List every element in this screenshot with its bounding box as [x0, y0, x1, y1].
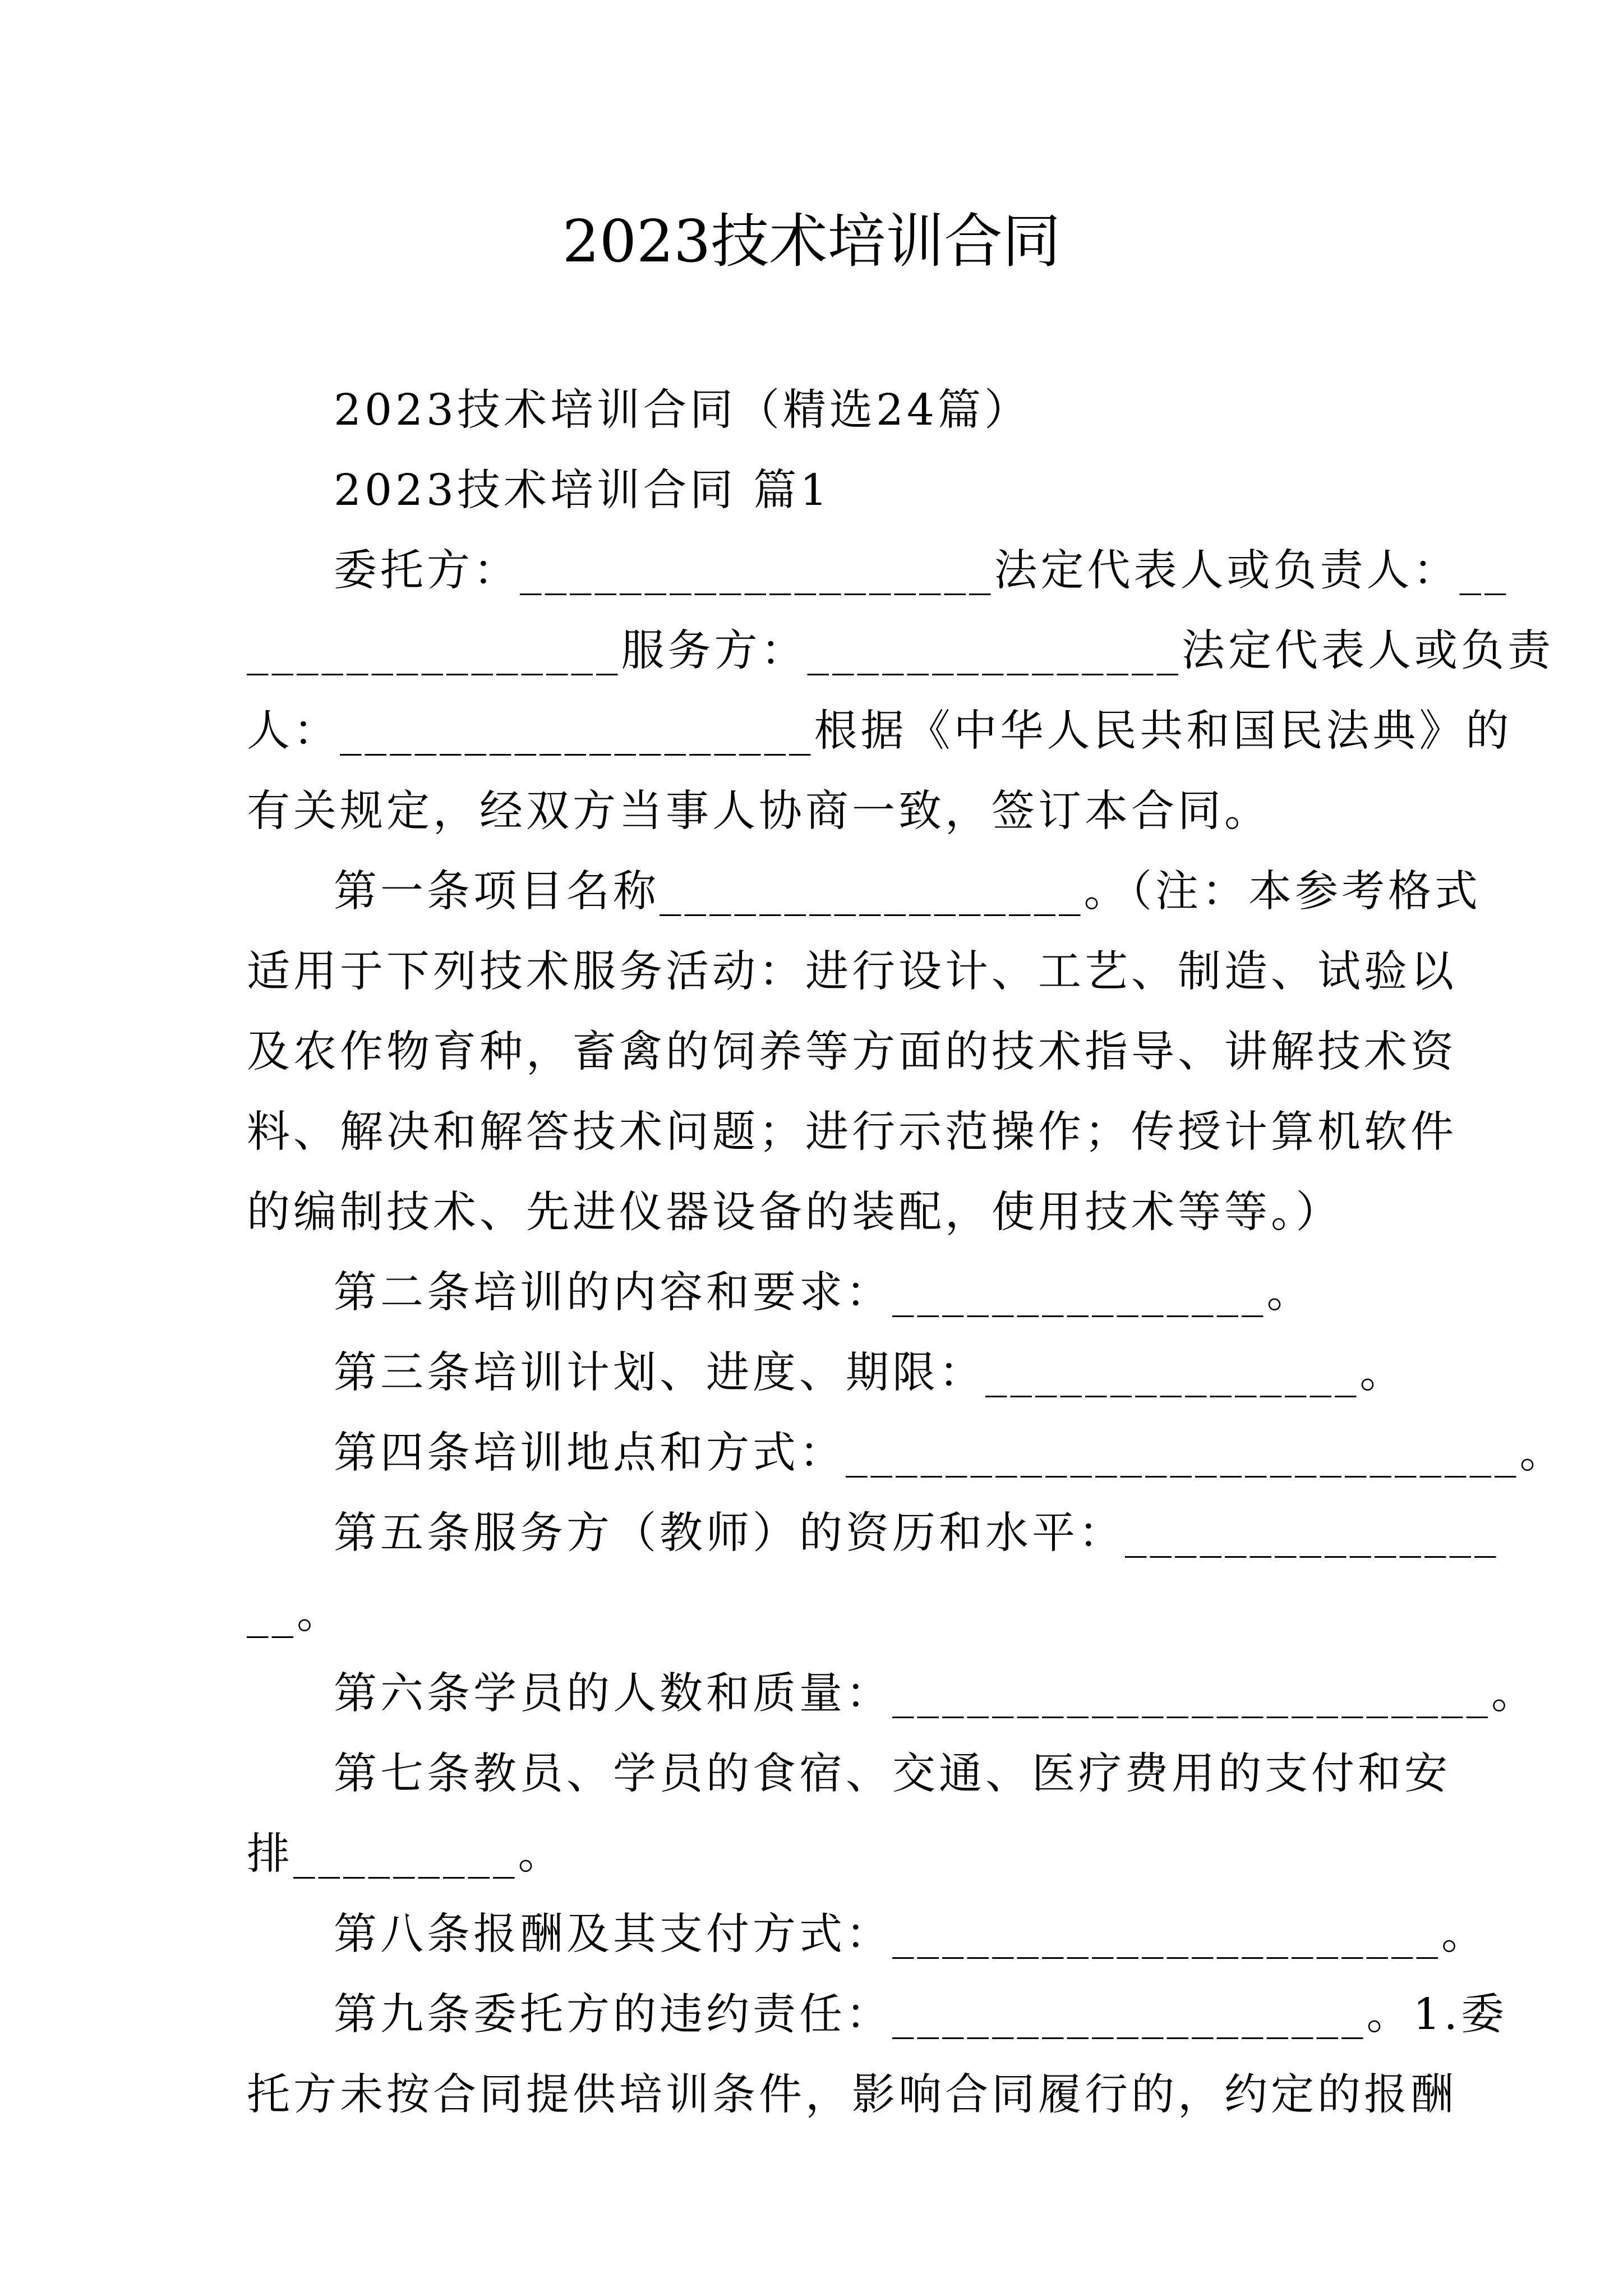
clause-line: 排_________。: [247, 1829, 565, 1879]
clause-line: 第三条培训计划、进度、期限：_______________。: [334, 1348, 1407, 1398]
paragraph-line: _______________服务方：_______________法定代表人或负责: [247, 626, 1554, 676]
paragraph-line: 委托方：___________________法定代表人或负责人：__: [334, 546, 1510, 596]
clause-line: 第四条培训地点和方式：___________________________。: [334, 1428, 1566, 1478]
paragraph-line: 料、解决和解答技术问题；进行示范操作；传授计算机软件: [247, 1107, 1457, 1157]
clause-line: 第八条报酬及其支付方式：______________________。: [334, 1910, 1488, 1959]
paragraph-line: 及农作物育种，畜禽的饲养等方面的技术指导、讲解技术资: [247, 1027, 1457, 1077]
paragraph-line: 的编制技术、先进仪器设备的装配，使用技术等等。）: [247, 1188, 1343, 1237]
clause-line: 第九条委托方的违约责任：___________________。1.委: [334, 1990, 1507, 2040]
paragraph-line: 人：___________________根据《中华人民共和国民法典》的: [247, 706, 1513, 756]
section-heading: 2023技术培训合同 篇1: [334, 466, 831, 516]
clause-line: 第二条培训的内容和要求：_______________。: [334, 1268, 1313, 1318]
clause-line: 第七条教员、学员的食宿、交通、医疗费用的支付和安: [334, 1749, 1451, 1799]
clause-line: 托方未按合同提供培训条件，影响合同履行的，约定的报酬: [247, 2070, 1457, 2120]
clause-line: 第五条服务方（教师）的资历和水平：_______________: [334, 1508, 1500, 1558]
document-title: 2023技术培训合同: [562, 207, 1061, 275]
clause-line: 第六条学员的人数和质量：________________________。: [334, 1669, 1538, 1719]
clause-line: __。: [247, 1589, 343, 1639]
subtitle-selection: 2023技术培训合同（精选24篇）: [334, 385, 1031, 435]
paragraph-line: 第一条项目名称_________________。（注：本参考格式: [334, 867, 1481, 917]
paragraph-line: 适用于下列技术服务活动：进行设计、工艺、制造、试验以: [247, 947, 1457, 997]
paragraph-line: 有关规定，经双方当事人协商一致，签订本合同。: [247, 786, 1271, 836]
